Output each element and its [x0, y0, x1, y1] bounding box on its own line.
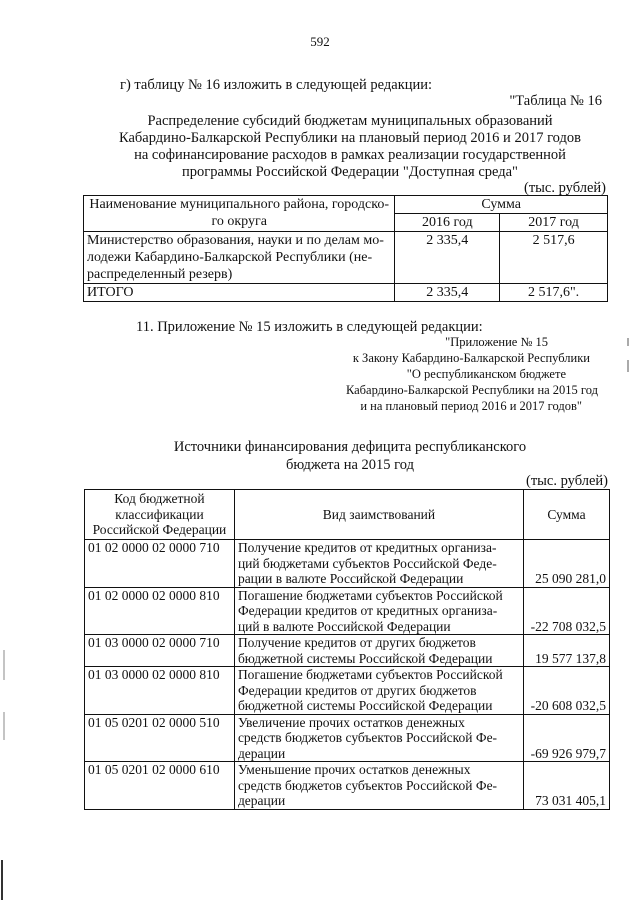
row-description-line: ций в валюте Российской Федерации	[237, 618, 451, 634]
row-name-line: Министерство образования, науки и по делам мо-	[87, 233, 384, 248]
total-2017-value: 2 517,6".	[500, 284, 608, 302]
row-code: 01 02 0000 02 0000 810	[85, 587, 235, 635]
row-code: 01 02 0000 02 0000 710	[85, 540, 235, 588]
row-name-line: лодежи Кабардино-Балкарской Республики (не-	[87, 250, 373, 265]
row-description-line: бюджетной системы Российской Федерации	[237, 698, 493, 713]
appendix-header-line: Кабардино-Балкарской Республики на 2015 год	[345, 383, 598, 397]
table15-title-line: Источники финансирования дефицита республиканского	[173, 439, 527, 455]
header-cell-sum: Сумма	[395, 196, 608, 214]
appendix-header-line: и на плановый период 2016 и 2017 годов"	[360, 399, 582, 413]
header-line: Российской Федерации	[92, 522, 227, 538]
appendix-header-line: "О республиканском бюджете	[406, 367, 566, 381]
row-description-line: Получение кредитов от других бюджетов	[237, 635, 476, 650]
row-description-line: Федерации кредитов от кредитных организа-	[237, 603, 498, 618]
table16-title-line: Кабардино-Балкарской Республики на плановый период 2016 и 2017 годов	[119, 130, 581, 146]
row-description-line: ций бюджетами субъектов Российской Феде-	[237, 555, 497, 571]
header-line: классификации	[115, 506, 204, 522]
row-description-line: Погашение бюджетами субъектов Российской	[237, 587, 503, 603]
row-2017-value: 2 517,6	[500, 232, 608, 284]
row-name-line: распределенный резерв)	[87, 267, 233, 282]
appendix-header-line: к Закону Кабардино-Балкарской Республики	[352, 351, 590, 365]
row-code: 01 05 0201 02 0000 610	[85, 762, 235, 810]
row-sum: -22 708 032,5	[524, 587, 610, 635]
row-description-line: Увеличение прочих остатков денежных	[237, 714, 465, 730]
table16-title-line: Распределение субсидий бюджетам муниципальных образований	[147, 113, 553, 129]
table15-title-line: бюджета на 2015 год	[286, 457, 414, 473]
header-line: Наименование муниципального района, городско-	[89, 197, 389, 212]
table16-label: "Таблица № 16	[509, 93, 602, 109]
row-sum: 73 031 405,1	[524, 762, 610, 810]
section-11-heading: 11. Приложение № 15 изложить в следующей редакции:	[136, 319, 483, 335]
header-cell-type: Вид заимствований	[234, 490, 523, 540]
header-line: Код бюджетной	[114, 491, 205, 507]
row-description-line: средств бюджетов субъектов Российской Фе-	[237, 777, 498, 793]
row-description-line: Погашение бюджетами субъектов Российской	[237, 667, 503, 682]
header-cell-sum: Сумма	[524, 490, 610, 540]
total-label: ИТОГО	[84, 284, 395, 302]
header-cell-2017: 2017 год	[500, 214, 608, 232]
row-description-line: Уменьшение прочих остатков денежных	[237, 762, 471, 777]
row-description-line: Федерации кредитов от других бюджетов	[237, 682, 477, 698]
row-code: 01 03 0000 02 0000 810	[85, 667, 235, 715]
table16-units: (тыс. рублей)	[524, 180, 606, 196]
table16-title-line: на софинансирование расходов в рамках реализации государственной	[134, 147, 566, 163]
row-sum: 25 090 281,0	[524, 540, 610, 588]
row-sum: -69 926 979,7	[524, 714, 610, 762]
row-description-line: бюджетной системы Российской Федерации	[237, 650, 493, 666]
row-2016-value: 2 335,4	[395, 232, 500, 284]
row-description-line: дерации	[237, 745, 286, 761]
row-description-line: Получение кредитов от кредитных организа-	[237, 540, 497, 555]
table15-units: (тыс. рублей)	[526, 473, 608, 489]
header-line: го округа	[211, 214, 267, 229]
row-code: 01 03 0000 02 0000 710	[85, 635, 235, 667]
row-description-line: средств бюджетов субъектов Российской Фе-	[237, 730, 498, 745]
section-g-heading: г) таблицу № 16 изложить в следующей редакции:	[120, 77, 433, 93]
total-2016-value: 2 335,4	[395, 284, 500, 302]
row-description-line: дерации	[237, 793, 286, 808]
row-description-line: рации в валюте Российской Федерации	[237, 571, 464, 586]
appendix-header-line: "Приложение № 15	[445, 335, 548, 349]
table16-title-line: программы Российской Федерации "Доступная среда"	[182, 164, 518, 180]
row-code: 01 05 0201 02 0000 510	[85, 714, 235, 762]
header-cell-2016: 2016 год	[395, 214, 500, 232]
row-sum: -20 608 032,5	[524, 667, 610, 715]
page-number: 592	[310, 34, 330, 49]
row-sum: 19 577 137,8	[524, 635, 610, 667]
